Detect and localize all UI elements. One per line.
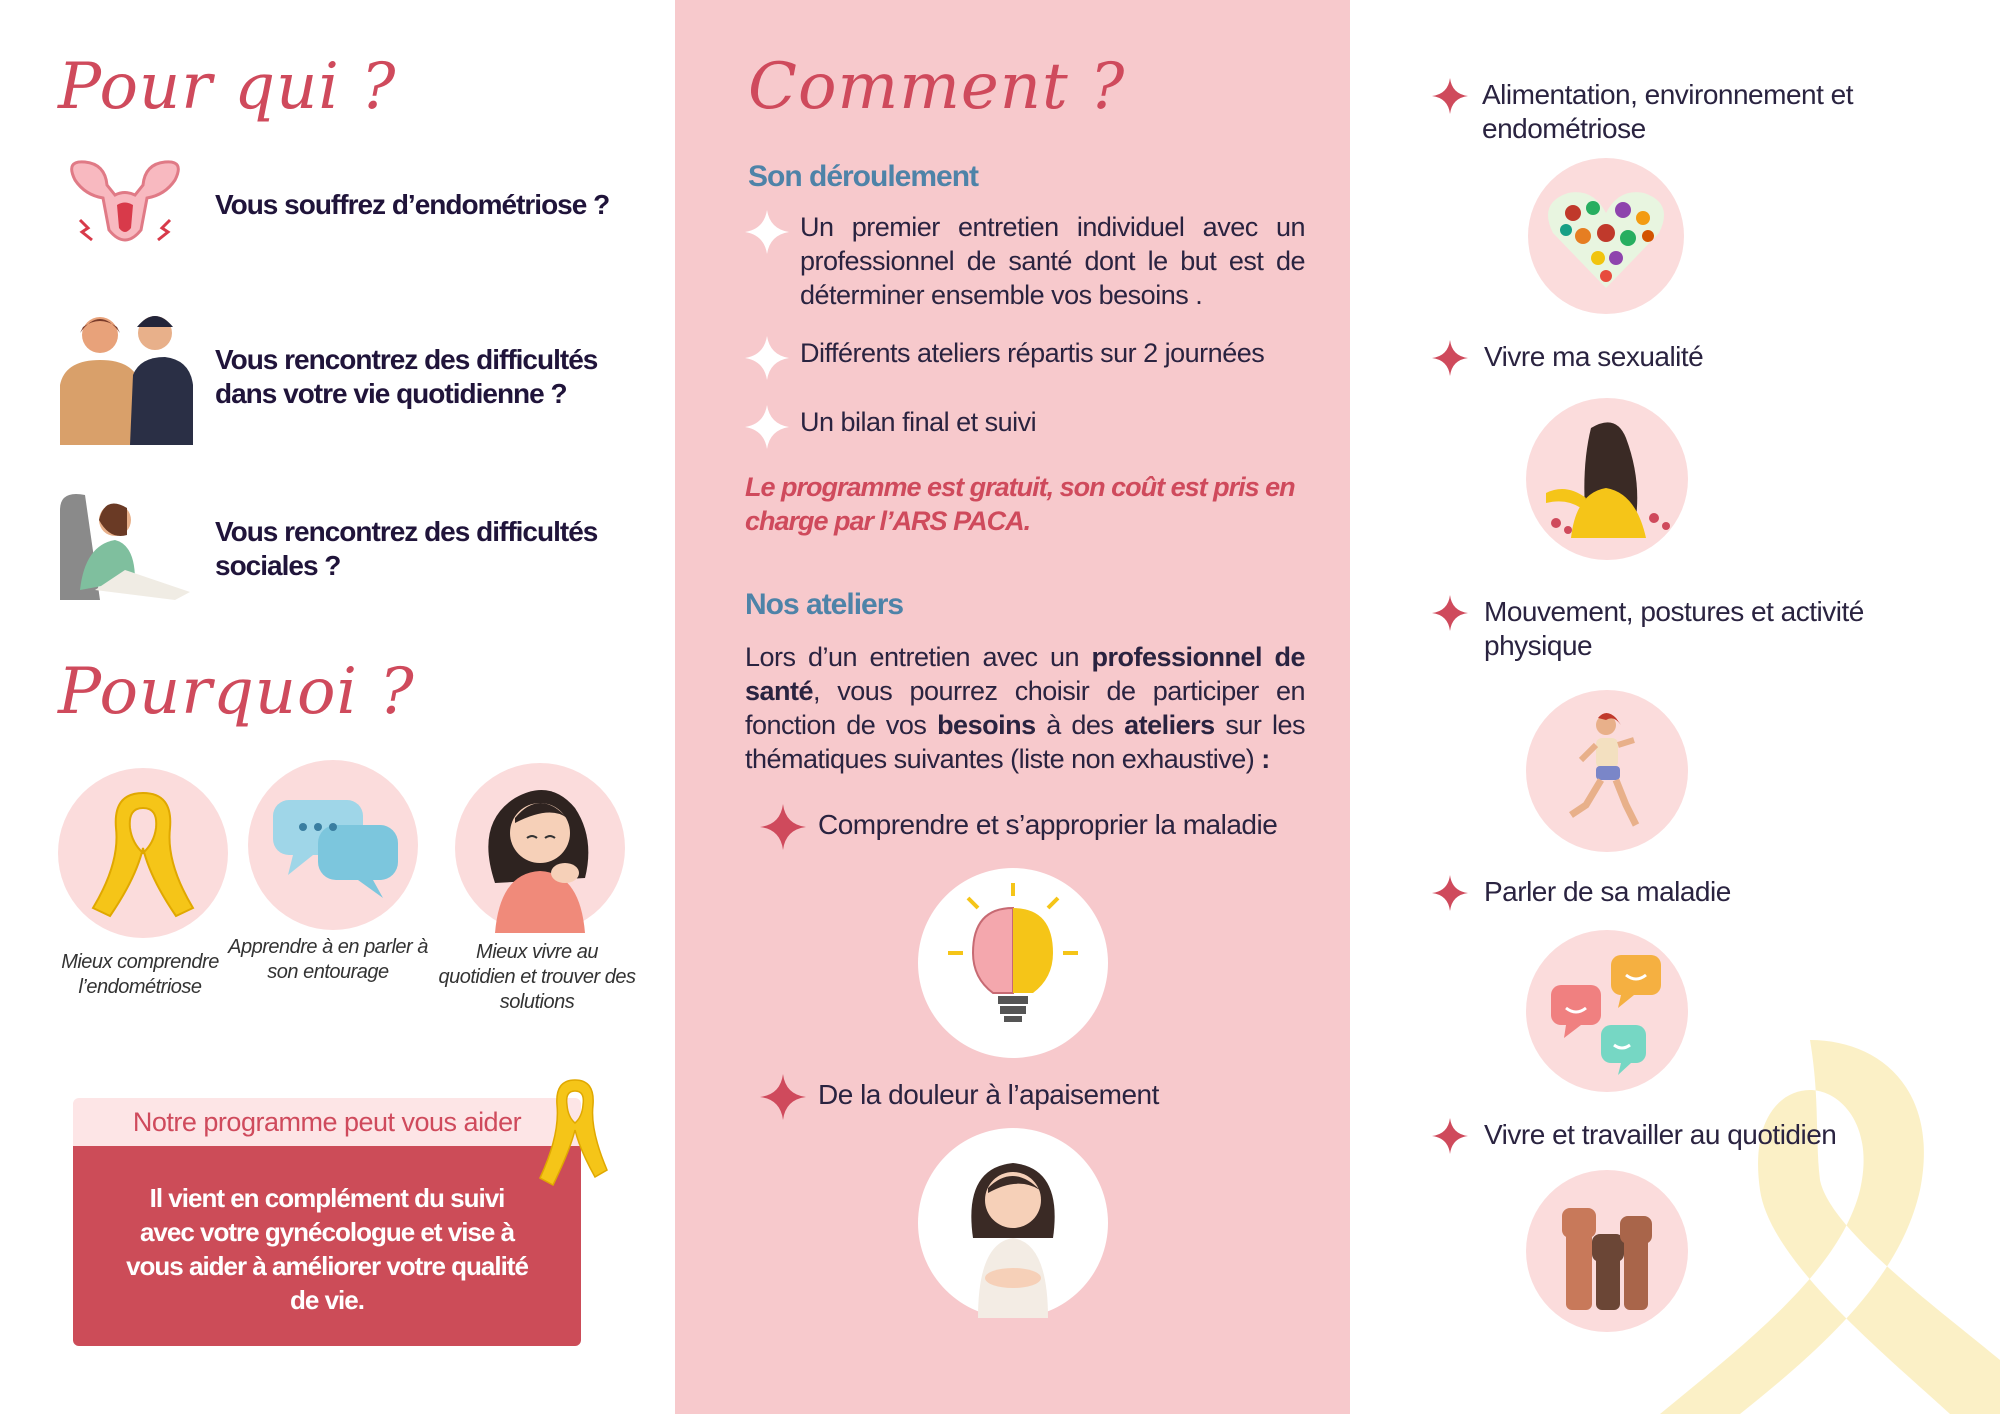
step-text: Un premier entretien individuel avec un professionnel de santé dont le but est de déterminer ensemble vos besoins . bbox=[800, 212, 1305, 310]
raised-fists-icon bbox=[1526, 1170, 1688, 1332]
smiling-woman-icon bbox=[455, 763, 625, 933]
reason-circle bbox=[455, 763, 625, 933]
workshop-theme-label: Comprendre et s’approprier la maladie bbox=[818, 809, 1278, 840]
pourquoi-title: Pourquoi ? bbox=[58, 655, 415, 729]
workshop-theme-illustration bbox=[918, 1128, 1108, 1318]
step-text: Différents ateliers répartis sur 2 journées bbox=[800, 338, 1265, 368]
couple-icon bbox=[55, 305, 195, 445]
deroulement-heading: Son déroulement bbox=[748, 160, 979, 193]
woman-pain-icon bbox=[918, 1128, 1108, 1318]
red-star-icon bbox=[760, 804, 806, 850]
red-star-icon bbox=[1432, 595, 1468, 631]
speech-bubbles-icon bbox=[1526, 930, 1688, 1092]
brain-bulb-icon bbox=[918, 868, 1108, 1058]
reason-caption: Mieux comprendre l’endométriose bbox=[61, 951, 219, 998]
sparkle-icon bbox=[745, 336, 789, 380]
workshop-theme-illustration bbox=[1526, 930, 1688, 1092]
pour-qui-title: Pour qui ? bbox=[58, 50, 397, 124]
workshop-theme-illustration bbox=[1526, 690, 1688, 852]
red-star-icon bbox=[1432, 340, 1468, 376]
target-item-daily-life bbox=[55, 305, 635, 415]
workshop-theme-label: De la douleur à l’apaisement bbox=[818, 1079, 1159, 1110]
woman-flowers-icon bbox=[1526, 398, 1688, 560]
target-item-text: Vous rencontrez des difficultés dans votre vie quotidienne ? bbox=[215, 344, 598, 409]
uterus-icon bbox=[55, 150, 195, 260]
intro-text: , vous pourrez choisir de participer en fonction de vos bbox=[745, 676, 1305, 740]
workshop-theme-item bbox=[760, 1078, 1320, 1118]
red-star-icon bbox=[760, 1074, 806, 1120]
intro-bold: besoins bbox=[937, 710, 1036, 740]
workshop-theme-illustration bbox=[1528, 158, 1684, 314]
red-star-icon bbox=[1432, 875, 1468, 911]
workshop-theme-label: Parler de sa maladie bbox=[1484, 876, 1731, 907]
workshop-theme-label: Vivre ma sexualité bbox=[1484, 341, 1704, 372]
reason-caption: Mieux vivre au quotidien et trouver des solutions bbox=[438, 941, 636, 1013]
target-item-social bbox=[55, 490, 635, 600]
comment-title: Comment ? bbox=[748, 50, 1126, 124]
target-item-text: Vous rencontrez des difficultés sociales ? bbox=[215, 516, 598, 581]
ateliers-heading: Nos ateliers bbox=[745, 588, 904, 621]
intro-text: à des bbox=[1035, 710, 1125, 740]
workshop-theme-illustration bbox=[1526, 398, 1688, 560]
intro-text: Lors d’un entretien avec un bbox=[745, 642, 1092, 672]
reason-caption: Apprendre à en parler à son entourage bbox=[228, 936, 428, 983]
workshop-theme-item bbox=[760, 808, 1320, 848]
reason-circle bbox=[58, 768, 228, 938]
vegetable-heart-icon bbox=[1528, 158, 1684, 314]
sparkle-icon bbox=[745, 405, 789, 449]
target-item-endometriosis bbox=[55, 150, 635, 260]
runner-icon bbox=[1526, 690, 1688, 852]
sad-woman-icon bbox=[55, 490, 195, 600]
workshop-theme-label: Mouvement, postures et activité physique bbox=[1484, 596, 1864, 661]
intro-bold: ateliers bbox=[1124, 710, 1215, 740]
red-star-icon bbox=[1432, 1118, 1468, 1154]
intro-bold: : bbox=[1261, 744, 1270, 774]
intro-text: sur les thématiques suivantes (liste non exhaustive) bbox=[745, 710, 1305, 774]
yellow-ribbon-icon bbox=[58, 768, 228, 938]
intro-bold: professionnel de santé bbox=[745, 642, 1305, 706]
workshop-theme-illustration bbox=[1526, 1170, 1688, 1332]
free-note: Le programme est gratuit, son coût est pris en charge par l’ARS PACA. bbox=[745, 472, 1295, 536]
workshop-theme-label: Alimentation, environnement et endométriose bbox=[1482, 79, 1853, 144]
help-box-header-text: Notre programme peut vous aider bbox=[132, 1107, 522, 1137]
target-item-text: Vous souffrez d’endométriose ? bbox=[215, 189, 610, 220]
red-star-icon bbox=[1432, 78, 1468, 114]
reason-circle bbox=[248, 760, 418, 930]
chat-bubbles-icon bbox=[248, 760, 418, 930]
yellow-ribbon-small-icon bbox=[535, 1075, 610, 1190]
workshop-theme-illustration bbox=[918, 868, 1108, 1058]
help-box-body-text: Il vient en complément du suivi avec votre gynécologue et vise à vous aider à améliorer votre qualité de vie. bbox=[126, 1183, 528, 1315]
workshop-theme-label: Vivre et travailler au quotidien bbox=[1484, 1119, 1837, 1150]
help-box-body bbox=[73, 1146, 581, 1346]
help-box-header bbox=[73, 1098, 581, 1146]
step-text: Un bilan final et suivi bbox=[800, 407, 1037, 437]
sparkle-icon bbox=[745, 210, 789, 254]
ateliers-intro bbox=[745, 640, 1305, 776]
